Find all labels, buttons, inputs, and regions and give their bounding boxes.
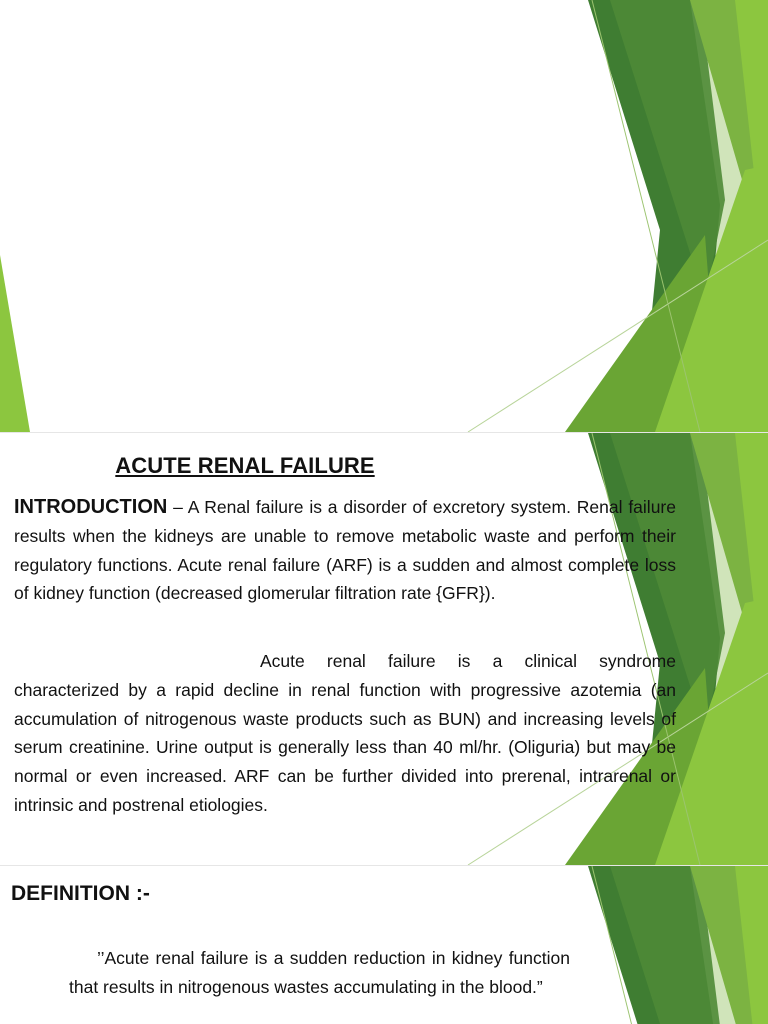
introduction-label: INTRODUCTION xyxy=(14,496,168,518)
introduction-paragraph xyxy=(14,493,676,608)
definition-heading: DEFINITION :- xyxy=(11,882,150,905)
slide-1 xyxy=(0,0,768,432)
green-facet-decoration xyxy=(0,0,768,432)
introduction-text: – A Renal failure is a disorder of excretory system. Renal failure results when the kidneys are unable to remove metabolic waste and perform their regulatory functions. Acute renal failure (ARF) is a sudden and almost complete loss of kidney function (decreased glomerular filtration rate {GFR}). xyxy=(14,497,676,604)
slide-3 xyxy=(0,866,768,1024)
definition-quote: ’’Acute renal failure is a sudden reduction in kidney function that results in nitrogenous wastes accumulating in the blood.” xyxy=(69,948,570,997)
syndrome-paragraph: Acute renal failure is a clinical syndrome characterized by a rapid decline in renal function with progressive azotemia (an accumulation of nitrogenous waste products such as BUN) and increasing levels of serum creatinine. Urine output is generally less than 40 ml/hr. (Oliguria) but may be normal or even increased. ARF can be further divided into prerenal, intrarenal or intrinsic and postrenal etiologies. xyxy=(14,651,676,815)
slide-2 xyxy=(0,433,768,865)
slide-title: ACUTE RENAL FAILURE xyxy=(115,453,375,478)
